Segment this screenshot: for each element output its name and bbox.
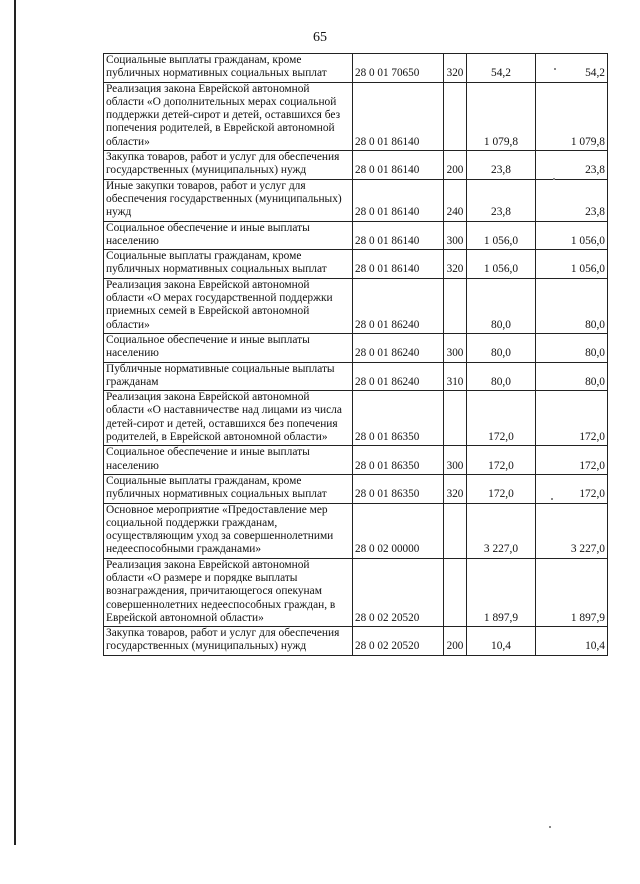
row-amount-plan-cell: 1 897,9	[467, 558, 536, 626]
row-expense-type-cell: 320	[444, 250, 467, 279]
scan-speck	[554, 68, 556, 70]
row-name-cell: Социальное обеспечение и иные выплаты населению	[104, 446, 353, 475]
row-name-cell: Социальные выплаты гражданам, кроме публичных нормативных социальных выплат	[104, 250, 353, 279]
row-amount-plan-cell: 10,4	[467, 627, 536, 656]
row-name-cell: Публичные нормативные социальные выплаты гражданам	[104, 362, 353, 391]
row-amount-plan-cell: 172,0	[467, 391, 536, 446]
row-expense-type-cell: 200	[444, 151, 467, 180]
row-code-cell: 28 0 01 86240	[353, 333, 444, 362]
row-amount-plan-cell: 80,0	[467, 333, 536, 362]
row-amount-plan-cell: 1 079,8	[467, 82, 536, 150]
page-number: 65	[313, 30, 327, 45]
row-amount-plan-cell: 3 227,0	[467, 503, 536, 558]
row-amount-plan-cell: 172,0	[467, 446, 536, 475]
row-amount-cell: 23,8	[536, 179, 608, 221]
row-code-cell: 28 0 01 86350	[353, 391, 444, 446]
table-row	[104, 362, 608, 391]
row-amount-plan-cell: 1 056,0	[467, 250, 536, 279]
table-row	[104, 54, 608, 83]
row-name-cell: Реализация закона Еврейской автономной области «О наставничестве над лицами из числа детей-сирот и детей, оставшихся без попечения родителей, в Еврейской автономной области»	[104, 391, 353, 446]
table-row	[104, 627, 608, 656]
budget-table	[103, 53, 608, 656]
left-margin-rule	[14, 0, 16, 845]
row-code-cell: 28 0 01 70650	[353, 54, 444, 83]
row-code-cell: 28 0 01 86140	[353, 151, 444, 180]
table-row	[104, 558, 608, 626]
row-expense-type-cell	[444, 82, 467, 150]
row-expense-type-cell: 300	[444, 446, 467, 475]
table-row	[104, 391, 608, 446]
row-amount-cell: 23,8	[536, 151, 608, 180]
row-amount-cell: 172,0	[536, 391, 608, 446]
row-name-cell: Социальные выплаты гражданам, кроме публичных нормативных социальных выплат	[104, 54, 353, 83]
row-code-cell: 28 0 02 00000	[353, 503, 444, 558]
row-expense-type-cell	[444, 558, 467, 626]
row-code-cell: 28 0 01 86240	[353, 362, 444, 391]
table-row	[104, 82, 608, 150]
row-name-cell: Реализация закона Еврейской автономной области «О дополнительных мерах социальной поддержки детей-сирот и детей, оставшихся без попечения родителей, в Еврейской автономной области»	[104, 82, 353, 150]
row-expense-type-cell: 320	[444, 54, 467, 83]
row-code-cell: 28 0 02 20520	[353, 627, 444, 656]
row-amount-cell: 54,2	[536, 54, 608, 83]
table-row	[104, 333, 608, 362]
table-row	[104, 151, 608, 180]
row-amount-cell: 80,0	[536, 362, 608, 391]
table-row	[104, 250, 608, 279]
scan-speck	[549, 826, 551, 828]
row-name-cell: Иные закупки товаров, работ и услуг для обеспечения государственных (муниципальных) нужд	[104, 179, 353, 221]
table-row	[104, 503, 608, 558]
row-amount-cell: 172,0	[536, 474, 608, 503]
row-amount-plan-cell: 54,2	[467, 54, 536, 83]
row-expense-type-cell	[444, 391, 467, 446]
row-name-cell: Социальное обеспечение и иные выплаты населению	[104, 333, 353, 362]
row-name-cell: Реализация закона Еврейской автономной области «О размере и порядке выплаты вознаграждения, причитающегося опекунам совершеннолетних недееспособных граждан, в Еврейской автономной области»	[104, 558, 353, 626]
row-expense-type-cell	[444, 503, 467, 558]
row-amount-plan-cell: 1 056,0	[467, 221, 536, 250]
row-expense-type-cell: 240	[444, 179, 467, 221]
row-name-cell: Закупка товаров, работ и услуг для обеспечения государственных (муниципальных) нужд	[104, 627, 353, 656]
row-amount-cell: 172,0	[536, 446, 608, 475]
row-code-cell: 28 0 02 20520	[353, 558, 444, 626]
row-amount-cell: 1 056,0	[536, 250, 608, 279]
scan-speck	[553, 178, 555, 180]
row-name-cell: Закупка товаров, работ и услуг для обеспечения государственных (муниципальных) нужд	[104, 151, 353, 180]
row-amount-cell: 10,4	[536, 627, 608, 656]
row-code-cell: 28 0 01 86140	[353, 82, 444, 150]
table-row	[104, 179, 608, 221]
budget-table-body	[104, 54, 608, 656]
row-amount-cell: 1 079,8	[536, 82, 608, 150]
row-expense-type-cell: 300	[444, 221, 467, 250]
row-name-cell: Социальные выплаты гражданам, кроме публичных нормативных социальных выплат	[104, 474, 353, 503]
row-amount-plan-cell: 23,8	[467, 151, 536, 180]
row-expense-type-cell: 320	[444, 474, 467, 503]
row-code-cell: 28 0 01 86140	[353, 179, 444, 221]
table-row	[104, 474, 608, 503]
row-amount-plan-cell: 23,8	[467, 179, 536, 221]
row-expense-type-cell	[444, 278, 467, 333]
row-code-cell: 28 0 01 86240	[353, 278, 444, 333]
row-name-cell: Реализация закона Еврейской автономной области «О мерах государственной поддержки приемных семей в Еврейской автономной области»	[104, 278, 353, 333]
row-code-cell: 28 0 01 86140	[353, 250, 444, 279]
row-code-cell: 28 0 01 86140	[353, 221, 444, 250]
table-row	[104, 278, 608, 333]
row-name-cell: Основное мероприятие «Предоставление мер социальной поддержки гражданам, осуществляющим уход за совершеннолетними недееспособными гражданами»	[104, 503, 353, 558]
row-amount-cell: 3 227,0	[536, 503, 608, 558]
table-row	[104, 221, 608, 250]
row-expense-type-cell: 200	[444, 627, 467, 656]
row-amount-plan-cell: 80,0	[467, 362, 536, 391]
row-amount-plan-cell: 80,0	[467, 278, 536, 333]
table-row	[104, 446, 608, 475]
row-amount-cell: 80,0	[536, 333, 608, 362]
row-code-cell: 28 0 01 86350	[353, 474, 444, 503]
scan-speck	[551, 498, 553, 500]
row-amount-cell: 1 897,9	[536, 558, 608, 626]
row-expense-type-cell: 310	[444, 362, 467, 391]
row-amount-cell: 80,0	[536, 278, 608, 333]
row-amount-cell: 1 056,0	[536, 221, 608, 250]
row-name-cell: Социальное обеспечение и иные выплаты населению	[104, 221, 353, 250]
row-expense-type-cell: 300	[444, 333, 467, 362]
row-amount-plan-cell: 172,0	[467, 474, 536, 503]
row-code-cell: 28 0 01 86350	[353, 446, 444, 475]
